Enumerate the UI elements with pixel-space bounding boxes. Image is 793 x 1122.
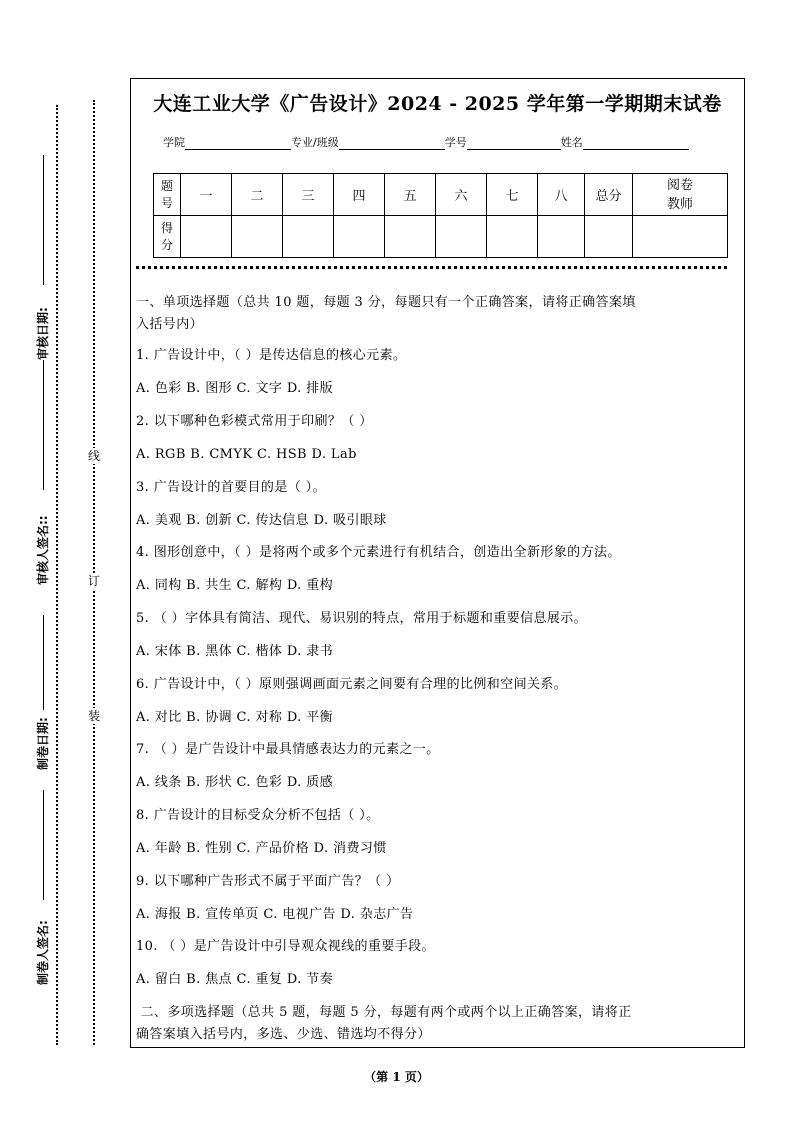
section2-title-line2: 确答案填入括号内，多选、少选、错选均不得分）: [136, 1027, 431, 1042]
paper-date-label: 制卷日期:: [36, 717, 50, 770]
options-2: A. RGB B. CMYK C. HSB D. Lab: [136, 447, 357, 462]
paper-date-line: [43, 615, 44, 710]
options-5: A. 宋体 B. 黑体 C. 楷体 D. 隶书: [136, 644, 334, 659]
options-1: A. 色彩 B. 图形 C. 文字 D. 排版: [136, 381, 334, 396]
question-7: 7. （ ）是广告设计中最具情感表达力的元素之一。: [136, 742, 440, 757]
options-10: A. 留白 B. 焦点 C. 重复 D. 节奏: [136, 972, 334, 987]
column-header: 四: [334, 174, 385, 216]
column-header: 二: [232, 174, 283, 216]
total-score-header: 总分: [585, 174, 633, 216]
name-label: 姓名: [560, 136, 583, 149]
binding-mark-fold: 装: [87, 709, 100, 723]
reviewer-signature-line: [43, 360, 44, 490]
college-field[interactable]: [185, 138, 291, 150]
section1-title-line2: 入括号内）: [136, 317, 204, 332]
score-cell[interactable]: [334, 216, 385, 258]
section2-title-line1: 二、多项选择题（总共 5 题，每题 5 分，每题有两个或两个以上正确答案，请将正: [136, 1005, 632, 1020]
question-5: 5. （ ）字体具有简洁、现代、易识别的特点，常用于标题和重要信息展示。: [136, 611, 588, 626]
score-cell[interactable]: [283, 216, 334, 258]
column-header: 一: [181, 174, 232, 216]
review-date-line: [43, 155, 44, 285]
column-header: 五: [385, 174, 436, 216]
paper-signature-label: 制卷人签名:: [36, 920, 50, 985]
page-number: （第 1 页）: [364, 1070, 429, 1084]
question-6: 6. 广告设计中，（ ）原则强调画面元素之间要有合理的比例和空间关系。: [136, 677, 568, 692]
question-3: 3. 广告设计的首要目的是（ ）。: [136, 480, 326, 495]
major-field[interactable]: [339, 138, 445, 150]
section1-title-line1: 一、单项选择题（总共 10 题，每题 3 分，每题只有一个正确答案，请将正确答案填: [136, 295, 636, 310]
question-9: 9. 以下哪种广告形式不属于平面广告？（ ）: [136, 874, 400, 889]
question-number-header: 题 号: [154, 174, 181, 216]
student-id-label: 学号: [444, 136, 467, 149]
exam-title: 大连工业大学《广告设计》2024 - 2025 学年第一学期期末试卷: [153, 93, 722, 115]
review-date-label: 审核日期:: [36, 307, 50, 360]
score-cell[interactable]: [538, 216, 585, 258]
binding-mark-line: 线: [87, 449, 100, 463]
question-2: 2. 以下哪种色彩模式常用于印刷？（ ）: [136, 414, 373, 429]
score-table: [153, 173, 728, 258]
question-8: 8. 广告设计的目标受众分析不包括（ ）。: [136, 808, 380, 823]
dotted-separator: [136, 266, 727, 269]
college-label: 学院: [163, 136, 185, 149]
outer-dotted-line: [56, 105, 58, 1045]
score-cell[interactable]: [181, 216, 232, 258]
student-info-row: [163, 134, 689, 150]
options-4: A. 同构 B. 共生 C. 解构 D. 重构: [136, 578, 334, 593]
options-9: A. 海报 B. 宣传单页 C. 电视广告 D. 杂志广告: [136, 907, 414, 922]
column-header: 八: [538, 174, 585, 216]
column-header: 七: [487, 174, 538, 216]
major-label: 专业/班级: [291, 136, 339, 149]
score-cell[interactable]: [232, 216, 283, 258]
score-row-header: 得 分: [154, 216, 181, 258]
column-header: 六: [436, 174, 487, 216]
exam-frame: [130, 78, 745, 1048]
grader-header: 阅卷 教师: [633, 174, 728, 216]
binding-mark-staple: 订: [87, 574, 100, 588]
options-3: A. 美观 B. 创新 C. 传达信息 D. 吸引眼球: [136, 513, 387, 528]
column-header: 三: [283, 174, 334, 216]
total-score-cell[interactable]: [585, 216, 633, 258]
options-6: A. 对比 B. 协调 C. 对称 D. 平衡: [136, 710, 334, 725]
paper-signature-line: [43, 790, 44, 900]
question-10: 10. （ ）是广告设计中引导观众视线的重要手段。: [136, 939, 435, 954]
options-8: A. 年龄 B. 性别 C. 产品价格 D. 消费习惯: [136, 841, 387, 856]
student-id-field[interactable]: [467, 138, 561, 150]
score-cell[interactable]: [436, 216, 487, 258]
reviewer-signature-label: 审核人签名::: [36, 515, 50, 585]
score-cell[interactable]: [487, 216, 538, 258]
question-1: 1. 广告设计中，（ ）是传达信息的核心元素。: [136, 348, 407, 363]
score-cell[interactable]: [385, 216, 436, 258]
grader-cell[interactable]: [633, 216, 728, 258]
question-4: 4. 图形创意中，（ ）是将两个或多个元素进行有机结合，创造出全新形象的方法。: [136, 545, 621, 560]
name-field[interactable]: [583, 138, 689, 150]
options-7: A. 线条 B. 形状 C. 色彩 D. 质感: [136, 775, 334, 790]
